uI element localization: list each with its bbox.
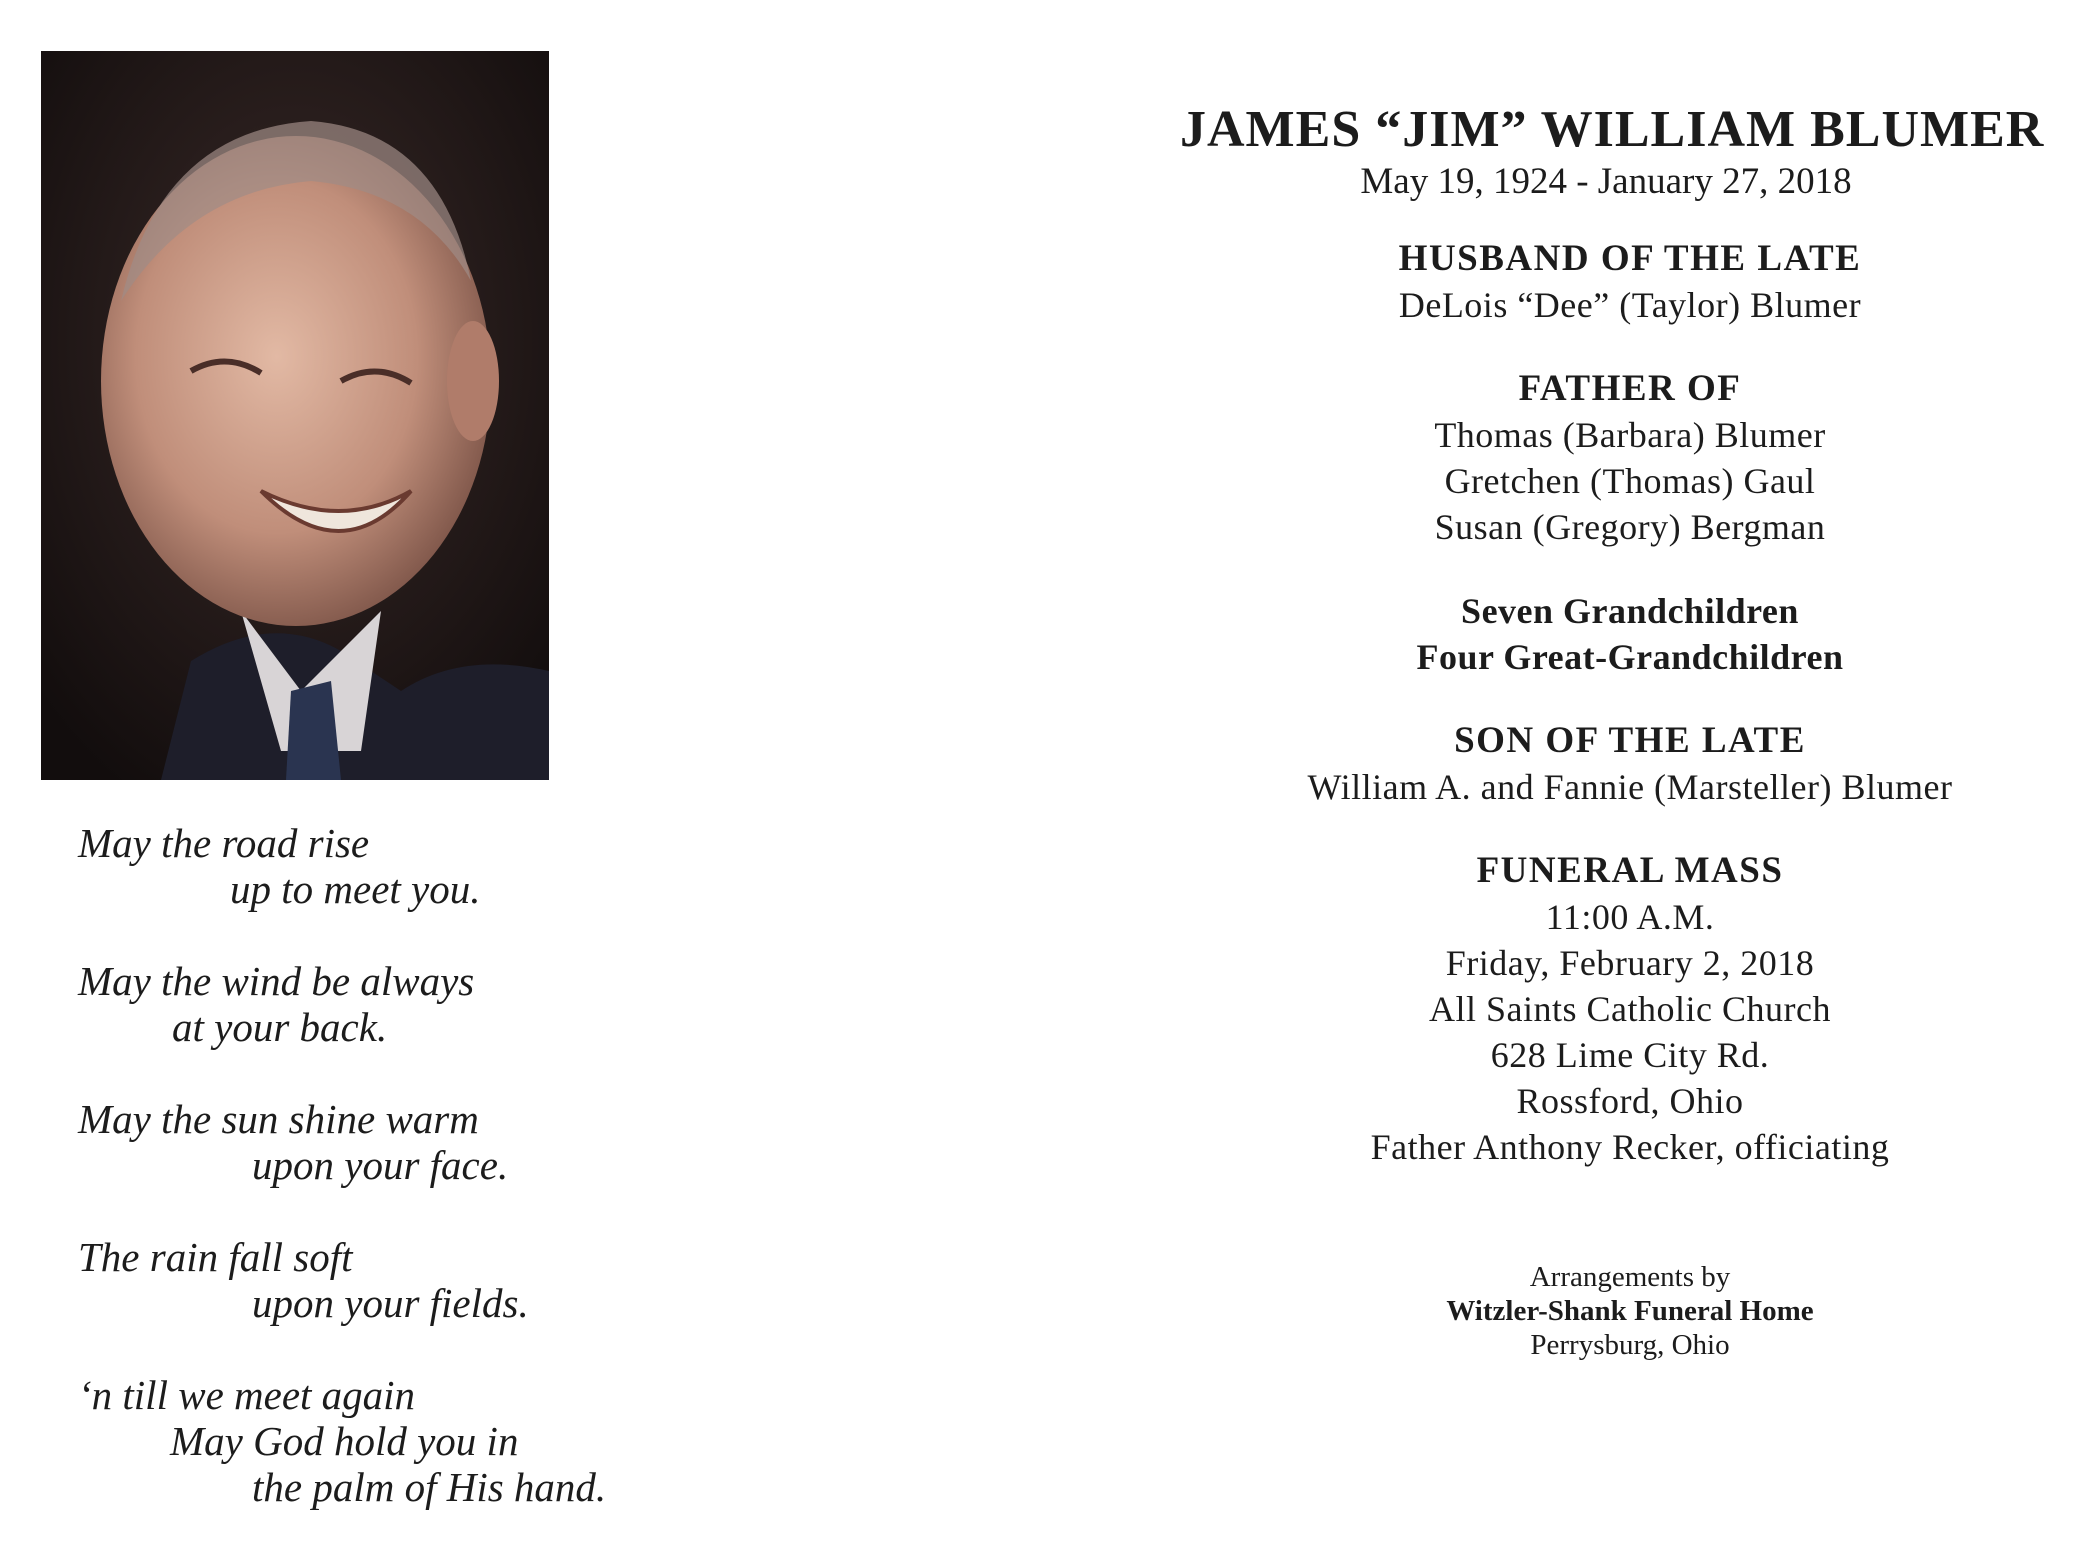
poem-line: up to meet you.	[230, 866, 481, 912]
grandchildren-section	[1180, 588, 2080, 680]
poem-line: the palm of His hand.	[252, 1464, 607, 1510]
funeral-home-city: Perrysburg, Ohio	[1530, 1329, 1730, 1361]
poem-stanza	[78, 820, 718, 912]
poem-stanza	[78, 1234, 718, 1326]
parents-names: William A. and Fannie (Marsteller) Blumer	[1307, 767, 1953, 807]
poem-line: May the sun shine warm	[78, 1096, 479, 1142]
irish-blessing-poem	[78, 820, 718, 1510]
poem-line: May the road rise	[78, 820, 370, 866]
church-city: Rossford, Ohio	[1516, 1081, 1744, 1121]
father-heading: FATHER OF	[1518, 368, 1742, 409]
poem-line: ‘n till we meet again	[78, 1372, 416, 1418]
poem-line: upon your face.	[252, 1142, 509, 1188]
poem-line: The rain fall soft	[78, 1234, 353, 1280]
funeral-mass-section	[1180, 848, 2080, 1170]
poem-line: May God hold you in	[170, 1418, 519, 1464]
poem-stanza	[78, 958, 718, 1050]
child-name: Susan (Gregory) Bergman	[1434, 507, 1826, 547]
husband-heading: HUSBAND OF THE LATE	[1398, 238, 1862, 279]
poem-line: upon your fields.	[252, 1280, 529, 1326]
memorial-details	[1180, 100, 2080, 1362]
poem-stanza	[78, 1372, 718, 1510]
poem-line: May the wind be always	[78, 958, 475, 1004]
mass-date: Friday, February 2, 2018	[1445, 943, 1815, 983]
portrait-photo	[41, 51, 549, 780]
funeral-mass-heading: FUNERAL MASS	[1476, 850, 1784, 891]
poem-line: at your back.	[172, 1004, 388, 1050]
spouse-name: DeLois “Dee” (Taylor) Blumer	[1398, 285, 1862, 325]
life-dates: May 19, 1924 - January 27, 2018	[1360, 161, 1852, 202]
mass-time: 11:00 A.M.	[1545, 897, 1715, 937]
arrangements-intro: Arrangements by	[1529, 1261, 1731, 1293]
great-grandchildren-line: Four Great-Grandchildren	[1416, 637, 1844, 677]
father-section	[1180, 366, 2080, 550]
church-address: 628 Lime City Rd.	[1490, 1035, 1770, 1075]
son-section	[1180, 718, 2080, 810]
arrangements-section	[1180, 1260, 2080, 1362]
husband-section	[1180, 236, 2080, 328]
deceased-name: JAMES “JIM” WILLIAM BLUMER	[1180, 101, 2045, 158]
officiant: Father Anthony Recker, officiating	[1370, 1127, 1890, 1167]
church-name: All Saints Catholic Church	[1429, 989, 1831, 1029]
funeral-home-name: Witzler-Shank Funeral Home	[1446, 1295, 1814, 1327]
poem-stanza	[78, 1096, 718, 1188]
child-name: Thomas (Barbara) Blumer	[1434, 415, 1826, 455]
son-heading: SON OF THE LATE	[1454, 720, 1806, 761]
child-name: Gretchen (Thomas) Gaul	[1444, 461, 1816, 501]
grandchildren-line: Seven Grandchildren	[1461, 591, 1799, 631]
